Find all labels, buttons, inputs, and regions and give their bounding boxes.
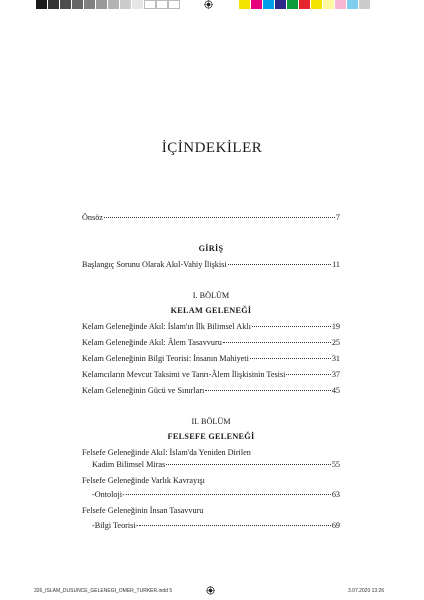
color-swatch	[287, 0, 299, 9]
dot-leader	[166, 464, 331, 465]
color-swatch	[347, 0, 359, 9]
color-swatch	[132, 0, 144, 9]
color-swatch	[239, 0, 251, 9]
color-swatch	[156, 0, 168, 9]
color-swatch	[84, 0, 96, 9]
color-swatch	[335, 0, 347, 9]
toc-page-number: 45	[331, 386, 340, 395]
toc-entry	[82, 353, 340, 364]
toc-page-number: 11	[332, 260, 340, 269]
color-swatch	[275, 0, 287, 9]
dot-leader	[223, 342, 331, 343]
color-swatch	[60, 0, 72, 9]
dot-leader	[205, 390, 330, 391]
toc-entry	[82, 337, 340, 348]
file-slug: 326_ISLAM_DUSUNCE_GELENEGI_OMER_TURKER.indd 5	[34, 588, 173, 594]
color-swatch	[36, 0, 48, 9]
dot-leader	[104, 217, 335, 218]
page-title: İÇİNDEKİLER	[161, 140, 263, 156]
toc-entry	[82, 385, 340, 396]
part-heading-1: KELAM GELENEĞİ	[170, 306, 252, 315]
toc-entry	[82, 520, 340, 531]
color-swatch	[251, 0, 263, 9]
toc-entry	[82, 459, 340, 470]
color-swatch	[299, 0, 311, 9]
toc-entry-text: Kelamcıların Mevcut Taksimi ve Tanrı-Âlem İlişkisinin Tesisi	[82, 370, 286, 379]
dot-leader	[252, 326, 331, 327]
toc-entry-text: Kelam Geleneğinde Akıl: İslam'ın İlk Bilimsel Aklı	[82, 322, 251, 331]
registration-mark-icon	[204, 0, 213, 9]
color-swatch	[72, 0, 84, 9]
toc-page-number: 37	[331, 370, 340, 379]
dot-leader	[250, 358, 331, 359]
toc-page-number: 19	[331, 322, 340, 331]
color-swatch	[359, 0, 371, 9]
color-swatch	[48, 0, 60, 9]
toc-entry-text: -Bilgi Teorisi-	[92, 521, 139, 530]
toc-entry-text: Felsefe Geleneğinin İnsan Tasavvuru	[82, 506, 204, 515]
toc-entry	[82, 369, 340, 380]
dot-leader	[286, 374, 330, 375]
color-swatch	[323, 0, 335, 9]
toc-entry-text: Kadim Bilimsel Miras	[92, 460, 166, 469]
toc-entry-text: Felsefe Geleneğinde Akıl: İslam'da Yeniden Dirilen	[82, 448, 251, 457]
gray-color-bar	[36, 0, 180, 9]
color-swatch	[168, 0, 180, 9]
toc-page-number: 63	[331, 490, 340, 499]
dot-leader	[228, 264, 331, 265]
toc-entry-text: Kelam Geleneğinin Bilgi Teorisi: İnsanın Mahiyeti	[82, 354, 249, 363]
color-swatch	[311, 0, 323, 9]
dot-leader	[139, 525, 330, 526]
toc-entry-text: Önsöz	[82, 213, 103, 222]
toc-page-number: 55	[331, 460, 340, 469]
color-swatch	[263, 0, 275, 9]
part-number-2: II. BÖLÜM	[191, 417, 231, 426]
toc-entry-preface	[82, 212, 340, 223]
toc-entry-text: Felsefe Geleneğinde Varlık Kavrayışı	[82, 476, 205, 485]
toc-entry	[82, 321, 340, 332]
print-timestamp: 3.07.2020 13:26	[348, 588, 385, 594]
toc-entry-text: -Ontoloji-	[92, 490, 125, 499]
part-number-1: I. BÖLÜM	[192, 291, 230, 300]
color-swatch	[144, 0, 156, 9]
dot-leader	[126, 494, 331, 495]
toc-page-number: 69	[331, 521, 340, 530]
toc-entry-intro	[82, 259, 340, 270]
color-swatch	[120, 0, 132, 9]
section-heading-intro: GİRİŞ	[198, 244, 224, 253]
process-color-bar	[239, 0, 371, 9]
part-heading-2: FELSEFE GELENEĞİ	[167, 432, 255, 441]
toc-entry-text: Başlangıç Sorunu Olarak Akıl-Vahiy İlişkisi	[82, 260, 227, 269]
toc-entry	[82, 489, 340, 500]
color-swatch	[96, 0, 108, 9]
registration-mark-icon	[206, 586, 215, 595]
toc-entry-text: Kelam Geleneğinin Gücü ve Sınırları	[82, 386, 205, 395]
color-swatch	[108, 0, 120, 9]
toc-page-number: 25	[331, 338, 340, 347]
toc-entry-text: Kelam Geleneğinde Akıl: Âlem Tasavvuru	[82, 338, 222, 347]
toc-page-number: 7	[335, 213, 340, 222]
toc-page-number: 31	[331, 354, 340, 363]
